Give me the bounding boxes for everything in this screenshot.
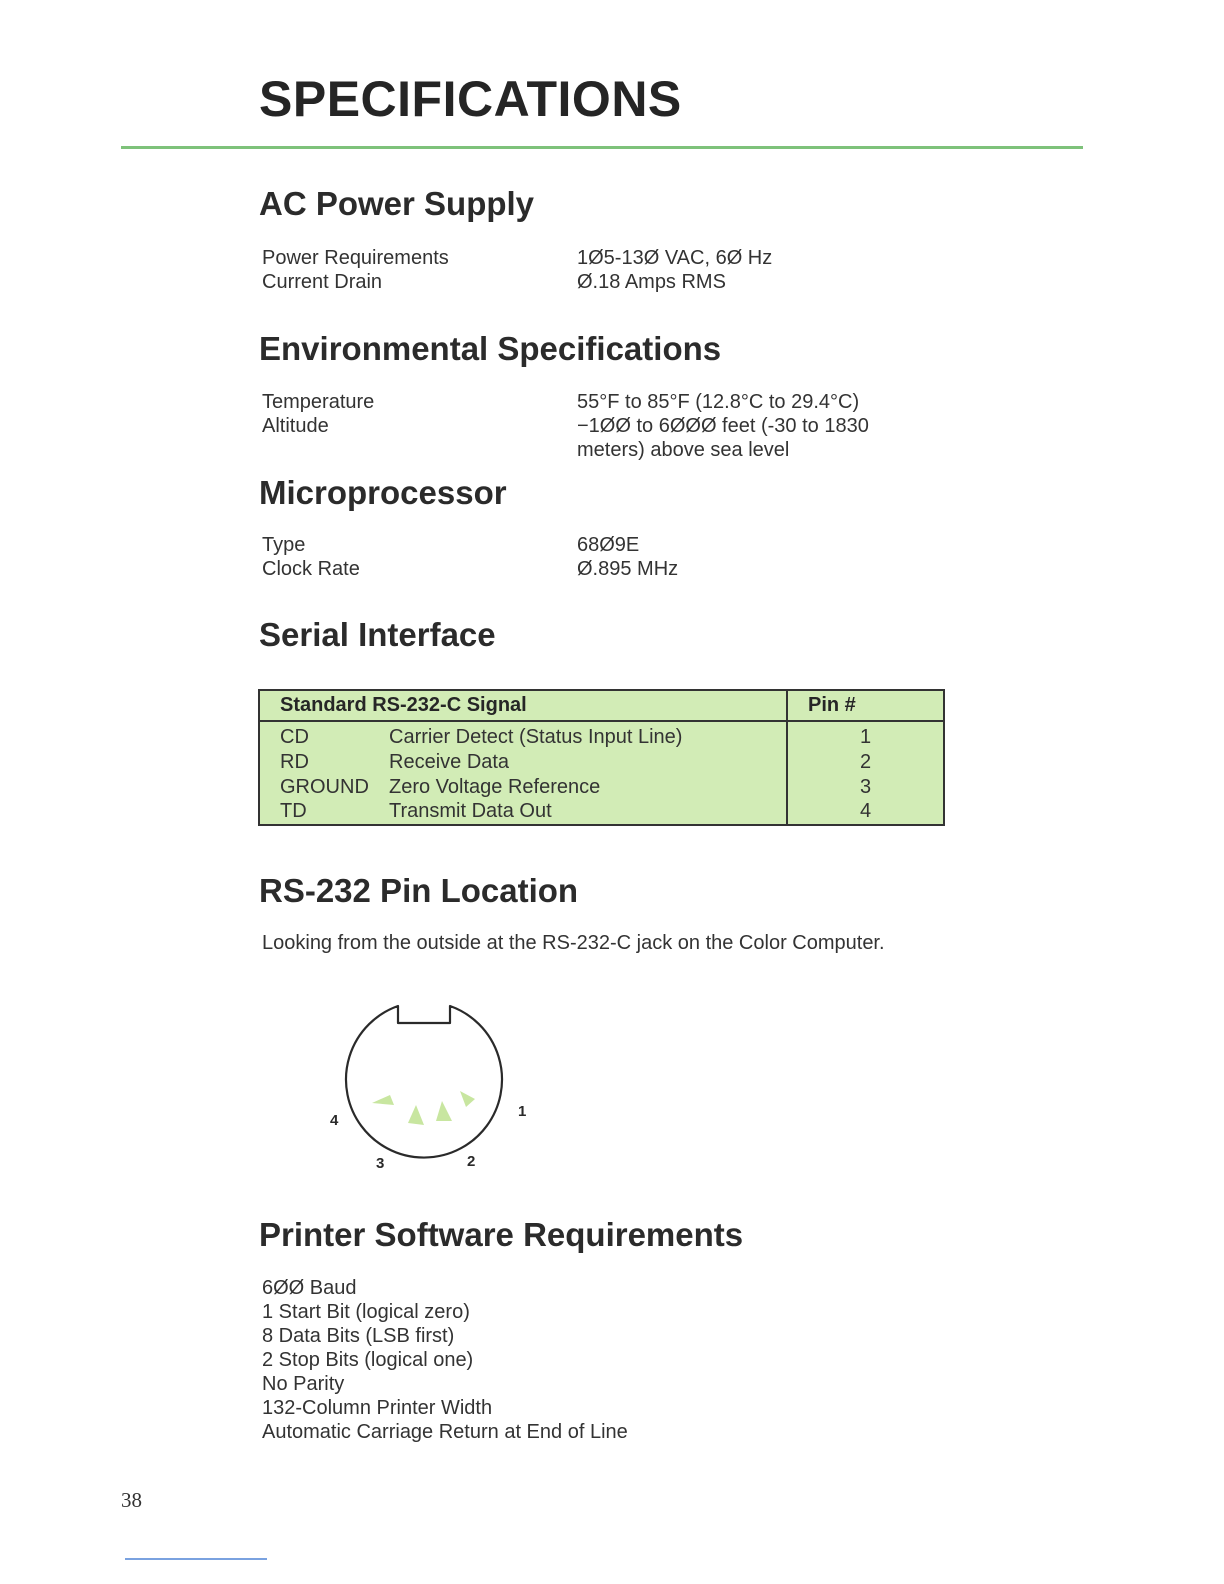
spec-row <box>262 557 942 581</box>
table-row <box>259 749 944 774</box>
spec-row <box>262 270 942 294</box>
spec-value: 68Ø9E <box>577 534 640 556</box>
jack-outline <box>346 1006 502 1158</box>
signal-pin: 3 <box>787 774 944 799</box>
list-item: 6ØØ Baud <box>262 1277 357 1299</box>
pin-label-3: 3 <box>376 1155 385 1172</box>
printer-requirements-list <box>262 1276 628 1444</box>
signal-pin: 4 <box>787 799 944 825</box>
rs232-signal-table <box>258 689 945 826</box>
spec-label: Temperature <box>262 391 375 413</box>
signal-description: Transmit Data Out <box>389 800 552 823</box>
signal-code: TD <box>280 800 307 823</box>
environmental-specs <box>262 390 942 462</box>
heading-printer-requirements: Printer Software Requirements <box>259 1216 744 1253</box>
table-row <box>259 774 944 799</box>
table-header-row <box>259 690 944 721</box>
spec-row <box>262 246 942 270</box>
pin-label-4: 4 <box>330 1112 339 1129</box>
header-signal: Standard RS-232-C Signal <box>259 690 787 721</box>
spec-row <box>262 390 942 414</box>
spec-row <box>262 414 942 462</box>
signal-description: Zero Voltage Reference <box>389 775 601 798</box>
signal-description: Receive Data <box>389 750 510 773</box>
list-item: 2 Stop Bits (logical one) <box>262 1349 474 1371</box>
signal-code: CD <box>280 725 309 748</box>
spec-label: Type <box>262 534 306 556</box>
list-item: 1 Start Bit (logical zero) <box>262 1301 470 1323</box>
heading-serial-interface: Serial Interface <box>259 616 496 653</box>
rs232-jack-diagram <box>320 995 550 1180</box>
table-row <box>259 721 944 749</box>
pin-4-shape <box>372 1095 394 1105</box>
pin-2-shape <box>436 1101 452 1121</box>
signal-code: RD <box>280 750 309 773</box>
pin-3-shape <box>408 1105 424 1125</box>
signal-description: Carrier Detect (Status Input Line) <box>389 725 683 748</box>
title-divider <box>121 146 1083 149</box>
pin-location-intro: Looking from the outside at the RS-232-C jack on the Color Computer. <box>262 932 885 954</box>
spec-value: 1Ø5-13Ø VAC, 6Ø Hz <box>577 247 773 269</box>
ac-power-specs <box>262 246 942 294</box>
table-row <box>259 799 944 825</box>
spec-label: Current Drain <box>262 271 383 293</box>
spec-label: Power Requirements <box>262 247 449 269</box>
spec-label: Clock Rate <box>262 558 360 580</box>
header-pin: Pin # <box>787 690 944 721</box>
list-item: 132-Column Printer Width <box>262 1397 493 1419</box>
signal-pin: 1 <box>787 721 944 749</box>
bottom-edge-line <box>125 1558 267 1560</box>
pin-label-1: 1 <box>518 1103 527 1120</box>
page-title: SPECIFICATIONS <box>259 71 682 127</box>
list-item: 8 Data Bits (LSB first) <box>262 1325 455 1347</box>
signal-pin: 2 <box>787 749 944 774</box>
heading-pin-location: RS-232 Pin Location <box>259 872 579 909</box>
list-item: No Parity <box>262 1373 345 1395</box>
heading-ac-power: AC Power Supply <box>259 185 535 222</box>
pin-1-shape <box>460 1091 475 1107</box>
heading-microprocessor: Microprocessor <box>259 474 507 511</box>
heading-environmental: Environmental Specifications <box>259 330 722 367</box>
spec-value: 55°F to 85°F (12.8°C to 29.4°C) <box>577 391 860 413</box>
spec-value: Ø.18 Amps RMS <box>577 271 726 293</box>
pin-label-2: 2 <box>467 1153 476 1170</box>
signal-code: GROUND <box>280 775 369 798</box>
spec-value: −1ØØ to 6ØØØ feet (-30 to 1830 meters) above sea level <box>577 415 869 461</box>
page-number: 38 <box>121 1488 142 1512</box>
list-item: Automatic Carriage Return at End of Line <box>262 1421 628 1443</box>
spec-value: Ø.895 MHz <box>577 558 679 580</box>
spec-row <box>262 533 942 557</box>
spec-label: Altitude <box>262 415 329 437</box>
microprocessor-specs <box>262 533 942 581</box>
